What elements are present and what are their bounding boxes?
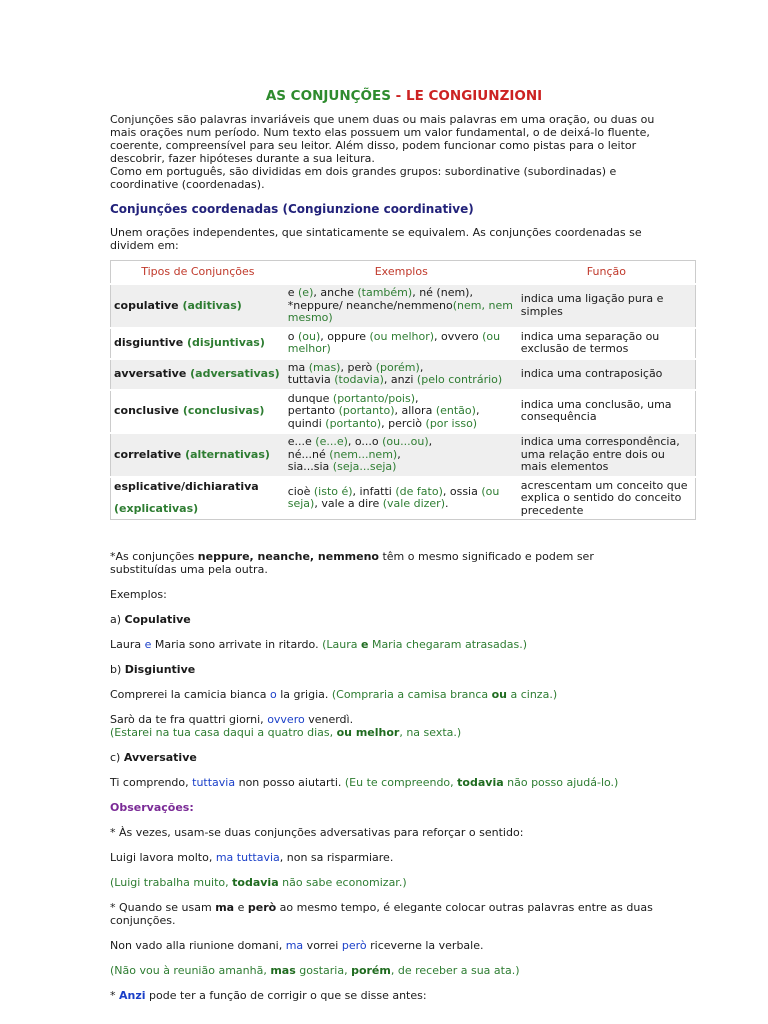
type-pt: (explicativas) — [114, 502, 199, 516]
function-line: indica uma contraposição — [520, 366, 663, 380]
conj-highlight: ovvero — [267, 713, 305, 726]
function-line: indica uma separação ou — [520, 329, 660, 343]
observation-text: * Às vezes, usam-se duas conjunções adversativas para reforçar o sentido: — [110, 826, 524, 839]
it-text: Comprerei la camicia bianca — [110, 688, 270, 701]
ex-it: *neppure/ neanche/nemmeno — [287, 298, 453, 312]
ex-it: , allora — [394, 404, 436, 417]
ex-it: , — [397, 447, 401, 461]
example-heading-a — [110, 613, 698, 626]
ex-pt: (mas) — [308, 360, 341, 374]
pt-conj: todavia — [457, 776, 504, 789]
ex-it: , infatti — [352, 484, 396, 498]
pt-text: a cinza.) — [507, 688, 558, 701]
ex-pt: (portanto/pois) — [332, 391, 415, 405]
table-row — [111, 390, 696, 434]
type-it: esplicative/dichiarativa — [114, 479, 259, 493]
table-row — [111, 433, 696, 477]
heading-prefix: c) — [110, 751, 124, 764]
ex-pt: (ou — [481, 484, 500, 498]
type-cell — [111, 284, 285, 328]
ex-pt: (ou...ou) — [382, 435, 429, 448]
ex-it: e — [287, 286, 299, 299]
function-line: simples — [520, 304, 563, 318]
function-line: indica uma correspondência, — [520, 435, 680, 448]
examples-cell — [285, 390, 518, 434]
heading-label: Disgiuntive — [124, 663, 196, 676]
ex-it: né...né — [287, 447, 330, 461]
intro-paragraph — [110, 113, 698, 191]
example-sentence — [110, 851, 698, 864]
intro-line: Como em português, são divididas em dois grandes grupos: subordinative (subordinadas) e — [110, 165, 617, 178]
type-pt: (adversativas) — [190, 366, 280, 380]
ex-pt: (seja...seja) — [332, 460, 397, 473]
examples-cell — [285, 284, 518, 328]
ex-pt: (ou melhor) — [369, 329, 435, 343]
type-pt: (alternativas) — [185, 447, 270, 461]
ex-it: pertanto — [287, 404, 339, 417]
type-cell — [111, 477, 285, 520]
function-cell — [518, 433, 696, 477]
ex-it: , o...o — [347, 435, 383, 448]
type-it: avversative — [114, 366, 187, 380]
heading-prefix: a) — [110, 613, 125, 626]
it-text: la grigia. — [276, 688, 332, 701]
intro-line: coerente, compreensível para seu leitor. Além disso, podem funcionar como pistas para o leitor — [110, 139, 637, 152]
header-tipos: Tipos de Conjunções — [141, 264, 255, 278]
heading-label: Copulative — [124, 613, 191, 626]
ex-it: quindi — [287, 416, 326, 430]
pt-text: não sabe economizar.) — [278, 876, 407, 889]
function-line: explica o sentido do conceito — [520, 491, 682, 504]
type-it: disgiuntive — [114, 335, 184, 349]
page-title — [110, 90, 698, 103]
ex-it: , perciò — [381, 416, 426, 430]
pt-conj: ou — [491, 688, 507, 701]
ex-pt: mesmo) — [287, 311, 333, 324]
conj-highlight: ma — [285, 939, 304, 952]
intro-line: coordinative (coordenadas). — [110, 178, 265, 191]
pt-text: (Laura — [322, 638, 361, 651]
conj-highlight: tuttavia — [192, 776, 236, 789]
note-paragraph — [110, 550, 698, 576]
example-translation — [110, 876, 698, 889]
type-it: correlative — [114, 447, 182, 461]
note-text: substituídas uma pela outra. — [110, 563, 268, 576]
example-heading-b — [110, 663, 698, 676]
pt-text: (Eu te compreendo, — [344, 776, 458, 789]
pt-text: (Estarei na tua casa daqui a quatro dias, — [110, 726, 337, 739]
ex-it: ma — [287, 360, 309, 374]
example-sentence — [110, 713, 698, 739]
ex-pt: (portanto) — [338, 404, 395, 417]
it-text: Ti comprendo, — [110, 776, 193, 789]
it-text: vorrei — [303, 939, 342, 952]
note-text: têm o mesmo significado e podem ser — [378, 550, 594, 563]
ex-it: tuttavia — [287, 373, 335, 386]
observation-text — [110, 901, 698, 927]
ex-it: e...e — [287, 435, 316, 448]
it-text: Sarò da te fra quattri giorni, — [110, 713, 268, 726]
type-pt: (aditivas) — [182, 298, 242, 312]
example-heading-c — [110, 751, 698, 764]
table-header-row — [111, 261, 696, 285]
function-line: mais elementos — [520, 460, 609, 473]
pt-conj: ou melhor — [336, 726, 400, 739]
obs-text: conjunções. — [110, 914, 176, 927]
function-cell — [518, 284, 696, 328]
it-text: Luigi lavora molto, — [110, 851, 216, 864]
title-separator: - — [390, 88, 406, 104]
ex-pt: (todavia) — [334, 373, 384, 386]
ex-it: , — [415, 391, 419, 405]
pt-text: , na sexta.) — [399, 726, 462, 739]
it-text: Laura — [110, 638, 145, 651]
ex-it: , anche — [313, 286, 358, 299]
table-row — [111, 477, 696, 520]
pt-text: Maria chegaram atrasadas.) — [368, 638, 528, 651]
conj-highlight: e — [144, 638, 152, 651]
ex-it: , ovvero — [434, 329, 483, 343]
conj-highlight: o — [270, 688, 277, 701]
heading-prefix: b) — [110, 663, 125, 676]
ex-it: , — [419, 360, 424, 374]
pt-conj: mas — [270, 964, 296, 977]
function-cell — [518, 328, 696, 359]
header-exemplos: Exemplos — [374, 264, 428, 278]
pt-conj: porém — [351, 964, 391, 977]
it-text: Maria sono arrivate in ritardo. — [151, 638, 323, 651]
type-cell — [111, 390, 285, 434]
function-line: exclusão de termos — [520, 342, 629, 355]
ex-pt: (de fato) — [395, 484, 443, 498]
function-line: consequência — [520, 410, 597, 424]
ex-it: , oppure — [320, 329, 370, 343]
examples-cell — [285, 359, 518, 390]
obs-text: ao mesmo tempo, é elegante colocar outras palavras entre as duas — [276, 901, 653, 914]
ex-it: . — [445, 497, 449, 511]
table-row — [111, 284, 696, 328]
type-pt: (conclusivas) — [182, 404, 265, 417]
ex-pt: (ou) — [297, 329, 321, 343]
ex-pt: (vale dizer) — [382, 497, 445, 511]
observations-heading: Observações: — [110, 801, 194, 814]
example-sentence — [110, 688, 698, 701]
ex-it: , anzi — [383, 373, 417, 386]
it-text: , non sa risparmiare. — [279, 851, 394, 864]
type-it: conclusive — [114, 404, 179, 417]
type-cell — [111, 359, 285, 390]
ex-pt: melhor) — [287, 342, 331, 355]
pt-text: não posso ajudá-lo.) — [503, 776, 619, 789]
document-page — [110, 90, 698, 1002]
table-row — [111, 359, 696, 390]
obs-text: pode ter a função de corrigir o que se disse antes: — [145, 989, 427, 1002]
ex-it: cioè — [287, 484, 314, 498]
example-sentence — [110, 638, 698, 651]
type-cell — [111, 433, 285, 477]
pt-conj: e — [360, 638, 369, 651]
observation-text — [110, 989, 698, 1002]
conj-highlight: ma tuttavia — [215, 851, 280, 864]
ex-pt: (nem...nem) — [329, 447, 398, 461]
pt-text: (Não vou à reunião amanhã, — [110, 964, 271, 977]
note-bold: neppure, neanche, nemmeno — [197, 550, 379, 563]
function-cell — [518, 477, 696, 520]
obs-text: * Quando se usam — [110, 901, 216, 914]
it-text: riceverne la verbale. — [366, 939, 484, 952]
intro-line: mais orações num período. Num texto elas possuem um valor fundamental, o de deixá-lo fluente, — [110, 126, 650, 139]
section-intro — [110, 226, 698, 252]
function-line: indica uma conclusão, uma — [520, 397, 672, 411]
table-row — [111, 328, 696, 359]
pt-text: (Compraria a camisa branca — [331, 688, 492, 701]
section-intro-line: dividem em: — [110, 239, 179, 252]
ex-it: , però — [340, 360, 376, 374]
it-text: non posso aiutarti. — [235, 776, 345, 789]
ex-it: o — [287, 329, 298, 343]
section-heading: Conjunções coordenadas (Congiunzione coordinative) — [110, 202, 474, 216]
it-text: venerdì. — [304, 713, 354, 726]
ex-pt: (isto é) — [313, 484, 353, 498]
ex-it: dunque — [287, 391, 333, 405]
ex-pt: (portanto) — [325, 416, 382, 430]
ex-it: , ossia — [442, 484, 482, 498]
type-pt: (disjuntivas) — [187, 335, 265, 349]
conj-highlight: però — [341, 939, 367, 952]
intro-line: descobrir, fazer hipóteses durante a sua leitura. — [110, 152, 375, 165]
ex-it: , né (nem), — [412, 286, 473, 299]
note-text: *As conjunções — [110, 550, 198, 563]
ex-it: , vale a dire — [314, 497, 383, 511]
obs-text: * — [110, 989, 119, 1002]
ex-pt: (e) — [298, 286, 314, 299]
obs-text: e — [234, 901, 248, 914]
example-translation — [110, 964, 698, 977]
ex-pt: (ou — [482, 329, 501, 343]
intro-line: Conjunções são palavras invariáveis que unem duas ou mais palavras em uma oração, ou duas ou — [110, 113, 655, 126]
ex-pt: (porém) — [375, 360, 420, 374]
function-cell — [518, 359, 696, 390]
pt-text: gostaria, — [295, 964, 352, 977]
ex-pt: (também) — [357, 286, 413, 299]
function-line: uma relação entre dois ou — [520, 447, 665, 461]
ex-it: sia...sia — [287, 460, 333, 473]
ex-pt: (por isso) — [425, 416, 478, 430]
function-cell — [518, 390, 696, 434]
ex-pt: (nem, nem — [452, 298, 513, 312]
examples-cell — [285, 433, 518, 477]
pt-text: , de receber a sua ata.) — [390, 964, 520, 977]
ex-pt: (então) — [435, 404, 476, 417]
type-it: copulative — [114, 298, 179, 312]
ex-pt: seja) — [287, 497, 315, 511]
pt-conj: todavia — [232, 876, 279, 889]
example-sentence — [110, 939, 698, 952]
header-funcao: Função — [586, 264, 626, 278]
heading-label: Avversative — [123, 751, 197, 764]
section-intro-line: Unem orações independentes, que sintaticamente se equivalem. As conjunções coordenadas se — [110, 226, 642, 239]
ex-pt: (e...e) — [315, 435, 348, 448]
function-line: indica uma ligação pura e — [520, 292, 664, 306]
examples-label: Exemplos: — [110, 588, 167, 601]
example-sentence — [110, 776, 698, 789]
obs-bold: ma — [215, 901, 235, 914]
function-line: precedente — [520, 503, 584, 517]
title-portuguese: AS CONJUNÇÕES — [265, 88, 391, 104]
conjunctions-table — [110, 260, 696, 520]
conj-highlight: Anzi — [119, 989, 146, 1002]
type-cell — [111, 328, 285, 359]
pt-text: (Luigi trabalha muito, — [110, 876, 233, 889]
it-text: Non vado alla riunione domani, — [110, 939, 286, 952]
function-line: acrescentam um conceito que — [520, 478, 688, 492]
examples-cell — [285, 328, 518, 359]
ex-it: , — [475, 404, 480, 417]
title-italian: LE CONGIUNZIONI — [406, 88, 543, 104]
ex-it: , — [428, 435, 433, 448]
obs-bold: però — [247, 901, 277, 914]
ex-pt: (pelo contrário) — [416, 373, 503, 386]
examples-cell — [285, 477, 518, 520]
